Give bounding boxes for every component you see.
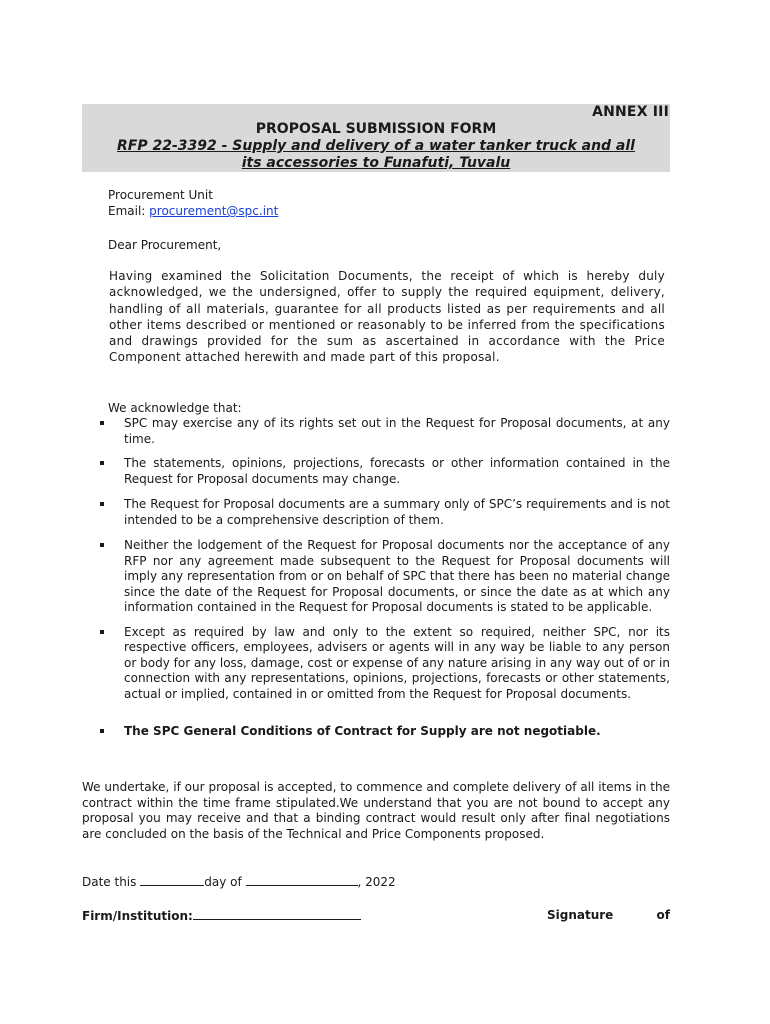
list-item bbox=[98, 497, 670, 528]
recipient-block bbox=[108, 187, 278, 219]
list-item bbox=[98, 416, 670, 447]
list-item-text: SPC may exercise any of its rights set out in the Request for Proposal documents, at any time. bbox=[124, 416, 670, 446]
undertake-paragraph: We undertake, if our proposal is accepted, to commence and complete delivery of all items in the contract within the time frame stipulated.We understand that you are not bound to accept any proposal you may receive and that a binding contract would result only after final negotiations are concluded on the basis of the Technical and Price Components proposed. bbox=[82, 780, 670, 841]
intro-paragraph: Having examined the Solicitation Documents, the receipt of which is hereby duly acknowledged, we the undersigned, offer to supply the required equipment, delivery, handling of all materials, guarantee for all products listed as per requirements and all other items described or mentioned or reasonably to be inferred from the specifications and drawings provided for the sum as ascertained in accordance with the Price Component attached herewith and made part of this proposal. bbox=[109, 269, 665, 365]
list-item bbox=[98, 538, 670, 616]
list-item-text: The SPC General Conditions of Contract for Supply are not negotiable. bbox=[124, 724, 601, 738]
rfp-title bbox=[82, 138, 670, 172]
rfp-title-line-2: its accessories to Funafuti, Tuvalu bbox=[241, 155, 511, 171]
square-bullet-icon bbox=[100, 421, 104, 425]
month-blank-field[interactable] bbox=[246, 874, 358, 886]
date-line bbox=[82, 874, 396, 890]
salutation: Dear Procurement, bbox=[108, 238, 222, 252]
form-title: PROPOSAL SUBMISSION FORM bbox=[255, 121, 497, 137]
signature-word: Signature bbox=[547, 908, 614, 922]
square-bullet-icon bbox=[100, 502, 104, 506]
square-bullet-icon bbox=[100, 543, 104, 547]
list-item-bold bbox=[98, 724, 670, 740]
firm-blank-field[interactable] bbox=[193, 908, 361, 920]
firm-line bbox=[82, 908, 361, 924]
date-middle: day of bbox=[204, 875, 246, 889]
date-suffix: , 2022 bbox=[357, 875, 396, 889]
rfp-title-line-1: RFP 22-3392 - Supply and delivery of a water tanker truck and all bbox=[117, 138, 635, 154]
acknowledge-heading: We acknowledge that: bbox=[108, 401, 242, 415]
list-item-text: The Request for Proposal documents are a summary only of SPC’s requirements and is not intended to be a comprehensive description of them. bbox=[124, 497, 670, 527]
list-item-text: Except as required by law and only to the extent so required, neither SPC, nor its respective officers, employees, advisers or agents will in any way be liable to any person or body for any loss, damage, cost or expense of any nature arising in any way out of or in connection with any representations, opinions, projections, forecasts or other statements, actual or implied, contained in or omitted from the Request for Proposal documents. bbox=[124, 624, 670, 701]
square-bullet-icon bbox=[100, 630, 104, 634]
email-link[interactable]: procurement@spc.int bbox=[149, 204, 279, 218]
annex-label: ANNEX III bbox=[592, 104, 669, 120]
square-bullet-icon bbox=[100, 461, 104, 465]
square-bullet-icon bbox=[100, 729, 104, 733]
date-prefix: Date this bbox=[82, 875, 141, 889]
recipient-unit: Procurement Unit bbox=[108, 188, 213, 202]
acknowledge-list bbox=[98, 416, 670, 750]
signature-of-word: of bbox=[656, 908, 670, 922]
list-item-text: The statements, opinions, projections, forecasts or other information contained in the Request for Proposal documents may change. bbox=[124, 456, 670, 486]
day-blank-field[interactable] bbox=[140, 874, 204, 886]
firm-label: Firm/Institution: bbox=[82, 909, 193, 923]
list-item bbox=[98, 456, 670, 487]
recipient-email-line bbox=[108, 203, 278, 219]
list-item-text: Neither the lodgement of the Request for Proposal documents nor the acceptance of any RFP nor any agreement made subsequent to the Request for Proposal documents will imply any representation from or on behalf of SPC that there has been no material change since the date of the Request for Proposal documents, or since the date as at which any information contained in the Request for Proposal documents is stated to be applicable. bbox=[124, 538, 670, 614]
list-item bbox=[98, 625, 670, 703]
signature-label bbox=[547, 908, 670, 922]
email-label: Email: bbox=[108, 204, 150, 218]
